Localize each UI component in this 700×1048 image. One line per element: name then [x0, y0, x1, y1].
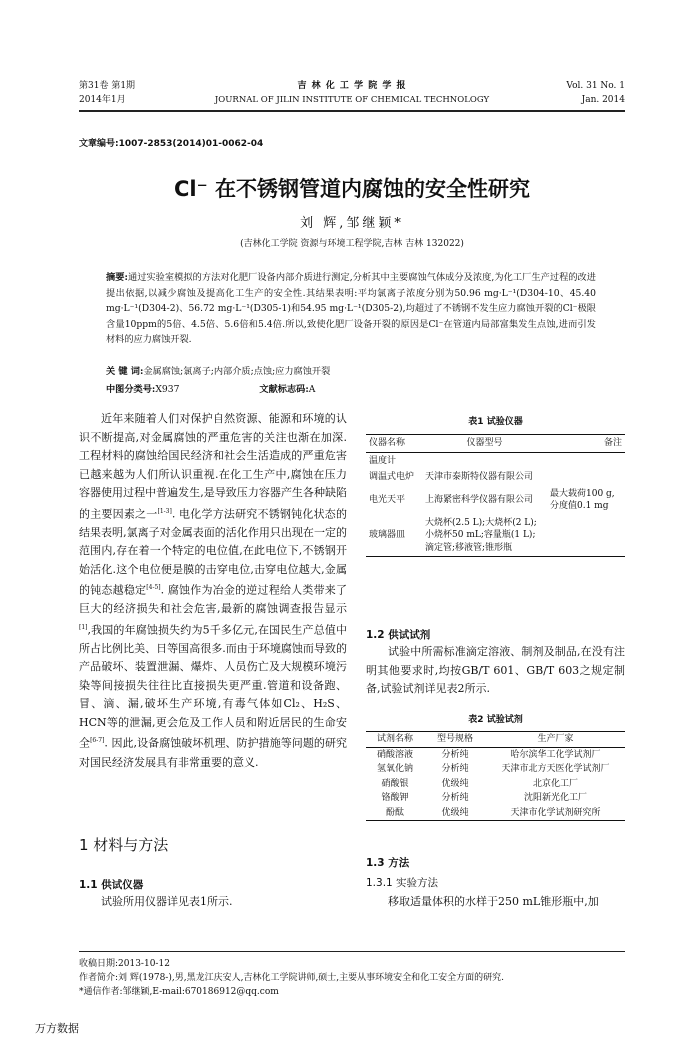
keywords-label: 关 键 词:: [106, 366, 144, 377]
intro-text-2: . 电化学方法研究不锈钢钝化状态的结果表明,氯离子对金属表面的活化作用只出现在一定的范围内,存在着一个特定的电位值,在此电位下,不锈钢开始活化.这个电位便是膜的击穿电位,击穿电位越大,金属的钝态越稳定: [79, 507, 347, 597]
received-date: 收稿日期:2013-10-12: [79, 959, 170, 969]
intro-text-5: . 因此,设备腐蚀破坏机理、防护措施等问题的研究对国民经济发展具有非常重要的意义.: [79, 737, 348, 769]
keywords-text: 金属腐蚀;氯离子;内部介质;点蚀;应力腐蚀开裂: [143, 366, 331, 377]
table2: [366, 731, 625, 821]
citation: [1-3]: [157, 507, 172, 515]
intro-text-1: 近年来随着人们对保护自然资源、能源和环境的认识不断提高,对金属腐蚀的严重危害的关注也渐在加深.工程材料的腐蚀给国民经济和社会生活造成的严重危害已越来越为人们所认识重视.在化工生产中,腐蚀在压力容器使用过程中普遍发生,是导致压力容器产生各种缺陷的主要因素之一: [79, 412, 347, 521]
doccode-value: A: [308, 384, 316, 395]
subsubsection-heading: 1.3.1 实验方法: [366, 877, 439, 889]
intro-paragraph: [79, 410, 347, 772]
clc-label: 中图分类号:: [106, 384, 156, 395]
doccode-label: 文献标志码:: [259, 384, 309, 395]
table-cell: 最大载荷100 g,分度值0.1 mg: [550, 488, 615, 511]
clc-value: X937: [155, 384, 180, 395]
table-row: [366, 486, 625, 515]
keywords: [106, 363, 330, 377]
table-row: [366, 806, 625, 821]
table-row: [366, 515, 625, 557]
table-header-cell: 仪器型号: [422, 435, 547, 453]
table-row: [366, 791, 625, 806]
table1-caption: 表1 试验仪器: [468, 417, 523, 427]
table-row: [366, 777, 625, 792]
table-cell: 电光天平: [369, 494, 406, 505]
corresponding-author: *通信作者:邹继颖,E-mail:670186912@qq.com: [79, 987, 279, 997]
table-cell: 酚酞: [366, 806, 424, 821]
table-header-row: [366, 435, 625, 453]
section-text: 试验中所需标准滴定溶液、制剂及制品,在没有注明其他要求时,均按GB/T 601、GB/T 603之规定制备,试验试剂详见表2所示.: [366, 645, 625, 695]
author-bio: 作者简介:刘 辉(1978-),男,黑龙江庆安人,吉林化工学院讲师,硕士,主要从事环境安全和化工安全方面的研究.: [79, 973, 505, 983]
table-header-cell: 生产厂家: [486, 732, 625, 748]
table-cell: 调温式电炉: [369, 472, 415, 482]
table-cell: 分析纯: [441, 793, 469, 803]
table-row: [366, 469, 625, 486]
table2-caption: 表2 试验试剂: [468, 715, 523, 725]
table-cell: 玻璃器皿: [366, 515, 422, 557]
footnote: [79, 957, 504, 999]
authors: 刘 辉,邹继颖*: [300, 216, 404, 231]
table-cell: 天津市化学试剂研究所: [486, 806, 625, 821]
table-row: [366, 452, 625, 469]
table-cell: 温度计: [369, 455, 397, 466]
date-en: Jan. 2014: [581, 95, 625, 105]
volume-issue-en: Vol. 31 No. 1: [566, 81, 625, 91]
table-header-row: [366, 732, 625, 748]
table-cell: 上海紧密科学仪器有限公司: [425, 494, 534, 505]
date-cn: 2014年1月: [79, 95, 126, 105]
table-cell: 分析纯: [441, 764, 469, 774]
abstract: [106, 270, 596, 348]
table-header-cell: 备注: [547, 435, 625, 453]
classification: [106, 381, 315, 395]
table-row: [366, 747, 625, 762]
citation: [6-7]: [90, 737, 105, 745]
table-cell: 天津市泰斯特仪器有限公司: [425, 472, 534, 482]
table-cell: 分析纯: [441, 749, 469, 760]
subsection-heading: 1.1 供试仪器: [79, 879, 144, 891]
table-header-cell: 型号规格: [424, 732, 486, 748]
table1: [366, 434, 625, 557]
table-cell: 北京化工厂: [532, 778, 578, 789]
abstract-label: 摘要:: [106, 272, 128, 283]
table-cell: 大烧杯(2.5 L);大烧杯(2 L);小烧杯50 mL;容量瓶(1 L);滴定管;移液管;锥形瓶: [422, 515, 547, 557]
affiliation: (吉林化工学院 资源与环境工程学院,吉林 吉林 132022): [240, 239, 464, 249]
table-cell: 天津市北方天医化学试剂厂: [501, 764, 610, 774]
volume-issue-cn: 第31卷 第1期: [79, 81, 136, 91]
section-text: 试验所用仪器详见表1所示.: [101, 895, 233, 908]
citation: [1]: [79, 623, 88, 631]
journal-name-cn: 吉 林 化 工 学 院 学 报: [297, 81, 407, 91]
watermark: 万方数据: [35, 1022, 79, 1035]
intro-text-4: ,我国的年腐蚀损失约为5千多亿元,在国民生产总值中所占比例比美、日等国高很多.而由于环境腐蚀而导致的产品破坏、装置泄漏、爆炸、人员伤亡及大规模环境污染等间接损失往往比直接损失更严重.管道和设备跑、冒、滴、漏,破坏生产环境,有毒气体如Cl₂、H₂S、HCN等的泄漏,更会危及工作人员和附近居民的生命安全: [79, 623, 347, 751]
table-row: [366, 762, 625, 777]
journal-name-en: JOURNAL OF JILIN INSTITUTE OF CHEMICAL TECHNOLOGY: [214, 95, 490, 105]
table-cell: [422, 452, 547, 469]
subsection-heading: 1.3 方法: [366, 857, 410, 869]
subsection-heading: 1.2 供试试剂: [366, 629, 431, 641]
section-text: 移取适量体积的水样于250 mL锥形瓶中,加: [388, 895, 599, 908]
abstract-text: 通过实验室模拟的方法对化肥厂设备内部介质进行测定,分析其中主要腐蚀气体成分及浓度,为化工厂生产过程的改进提出依据,以减少腐蚀及提高化工生产的安全性.其结果表明:平均氯离子浓度分别为50.96 mg·L⁻¹(D304-10、45.40 mg·L⁻¹(D304-2)、56.72 mg·L⁻¹(D305-1)和54.95 mg·L⁻¹(D305-2),均超过了不锈钢不发生应力腐蚀开裂的Cl⁻极限含量10ppm的5倍、4.5倍、5.6倍和5.4倍.所以,致使化肥厂设备开裂的原因是Cl⁻在管道内局部富集发生点蚀,进而引发材料的应力腐蚀开裂.: [106, 272, 596, 345]
table-header-cell: 试剂名称: [366, 732, 424, 748]
footnote-rule: [79, 951, 625, 952]
intro-text-3: . 腐蚀作为冶金的逆过程给人类带来了巨大的经济损失和社会危害,最新的腐蚀调查报告显示: [79, 583, 348, 616]
table-cell: 铬酸钾: [381, 793, 409, 803]
table-cell: 氢氧化钠: [376, 764, 413, 774]
header-rule: [79, 110, 625, 112]
table-cell: 哈尔滨华工化学试剂厂: [510, 749, 601, 760]
table-cell: 硝酸溶液: [376, 749, 413, 760]
table-header-cell: 仪器名称: [366, 435, 422, 453]
table-cell: 沈阳新光化工厂: [523, 793, 587, 803]
table-cell: 优级纯: [441, 778, 469, 789]
table-cell: 硝酸银: [381, 778, 409, 789]
table-cell: [547, 515, 625, 557]
section-heading: 1 材料与方法: [79, 836, 169, 854]
paper-title: Cl⁻ 在不锈钢管道内腐蚀的安全性研究: [173, 177, 530, 201]
table-cell: [547, 469, 625, 486]
citation: [4-5]: [146, 584, 161, 592]
table-cell: 优级纯: [424, 806, 486, 821]
table-cell: [547, 452, 625, 469]
article-number: 文章编号:1007-2853(2014)01-0062-04: [79, 139, 264, 149]
